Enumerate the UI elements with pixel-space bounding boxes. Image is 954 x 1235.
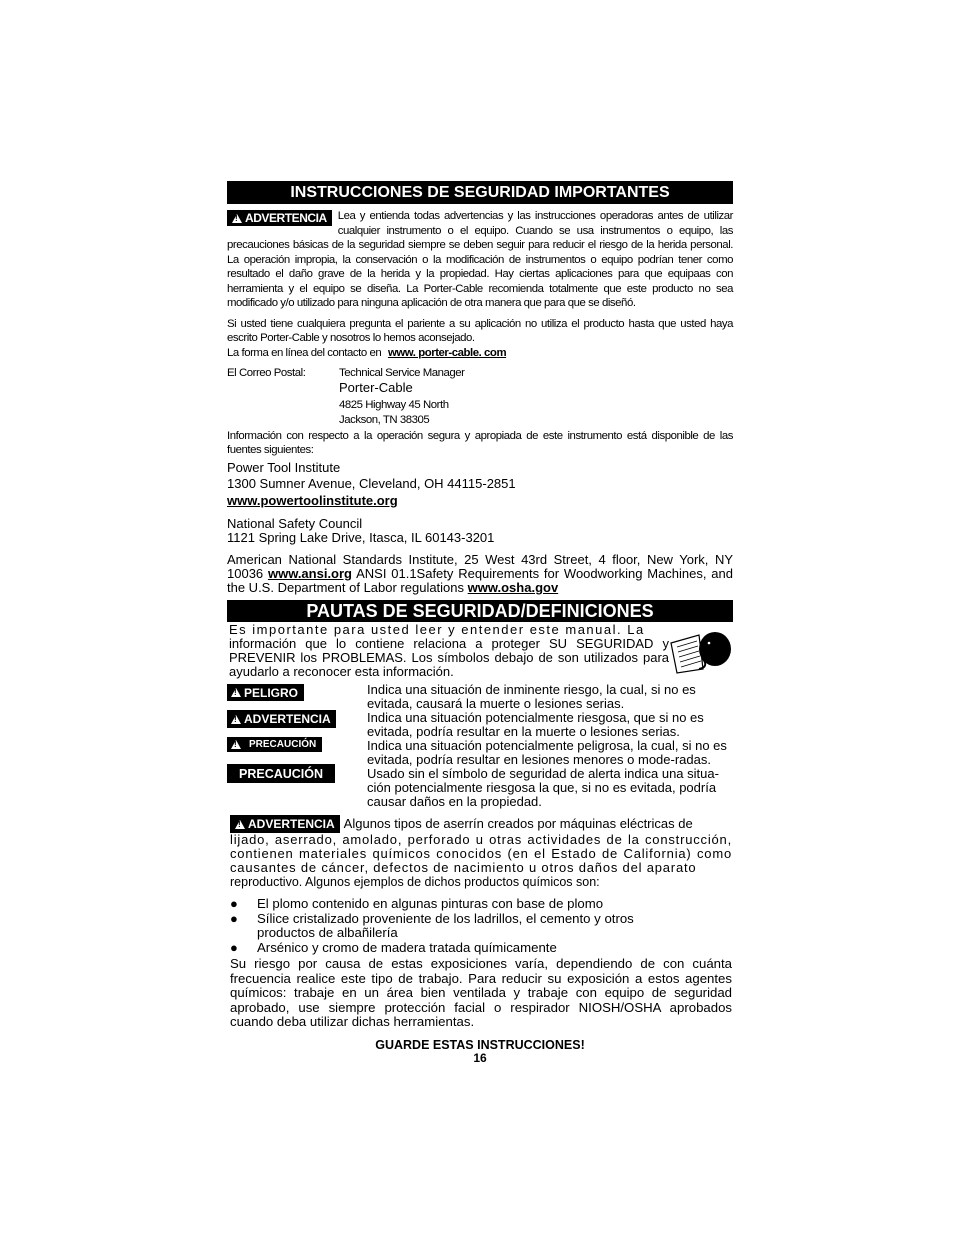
- pti-name: Power Tool Institute: [227, 459, 341, 475]
- chemical-warning-badge-label: ADVERTENCIA: [248, 817, 335, 832]
- section-title-safety-instructions: INSTRUCCIONES DE SEGURIDAD IMPORTANTES: [227, 181, 733, 204]
- question-paragraph: Si usted tiene cualquiera pregunta el pariente a su aplicación no utiliza el producto hasta que usted haya escrito Porter-Cable y nosotros lo hemos aconsejado.: [227, 317, 733, 344]
- info-paragraph: Información con respecto a la operación segura y apropiada de este instrumento está disponible de las fuentes siguientes:: [227, 429, 733, 456]
- caution-badge: [227, 764, 335, 783]
- bullet-icon: ●: [230, 896, 238, 912]
- ansi-text-2: ANSI 01.1Safety Requirements for Woodworking Machines, and the U.S. Department of Labor regulations: [227, 565, 733, 596]
- list-item-text: Arsénico y cromo de madera tratada químicamente: [257, 939, 557, 955]
- postal-line: Porter-Cable: [339, 379, 413, 395]
- ansi-link[interactable]: www.ansi.org: [267, 565, 352, 581]
- postal-line: Technical Service Manager: [339, 367, 465, 379]
- warning-triangle-icon: [235, 820, 245, 829]
- online-contact-line: [227, 346, 733, 361]
- section-title-safety-guidelines: PAUTAS DE SEGURIDAD/DEFINICIONES: [227, 600, 733, 622]
- porter-cable-link[interactable]: www. porter-cable. com: [387, 346, 507, 359]
- warning-definition-badge: [227, 710, 336, 728]
- warning-badge: [227, 210, 332, 226]
- warning-definition: Indica una situación potencialmente riesgosa, que si no es evitada, podría resultar en la muerte o lesiones serias.: [367, 710, 704, 740]
- caution-symbol-badge-label: PRECAUCIÓN: [249, 739, 317, 751]
- nsc-address: 1121 Spring Lake Drive, Itasca, IL 60143-3201: [227, 530, 495, 545]
- list-item: [230, 941, 733, 956]
- chemical-warning-badge: [230, 815, 340, 833]
- definition-badge-cell: [227, 683, 367, 711]
- postal-lines: [339, 366, 465, 428]
- pti-address: 1300 Sumner Avenue, Cleveland, OH 44115-2851: [227, 475, 516, 491]
- chemical-list: [230, 897, 733, 955]
- nsc-name: National Safety Council: [227, 515, 363, 531]
- warning-triangle-icon: [231, 740, 241, 749]
- save-instructions-title: GUARDE ESTAS INSTRUCCIONES!: [375, 1037, 585, 1052]
- list-item-text: Sílice cristalizado proveniente de los ladrillos, el cemento y otros productos de albañilería: [257, 910, 634, 941]
- warning-badge-label: ADVERTENCIA: [245, 210, 327, 225]
- danger-definition: Indica una situación de inminente riesgo, la cual, si no es evitada, causará la muerte o lesiones serias.: [367, 682, 696, 712]
- definition-badge-cell: [227, 739, 367, 767]
- intro-first-line: Es importante para usted leer y entender este manual. La: [229, 622, 645, 638]
- intro-paragraph: [229, 623, 669, 679]
- warning-triangle-icon: [231, 688, 241, 697]
- caution-badge-label: PRECAUCIÓN: [239, 766, 324, 781]
- caution-definition: Indica una situación potencialmente peligrosa, la cual, si no es evitada, podría resultar en lesiones menores o mode-radas.: [367, 738, 727, 768]
- risk-paragraph: Su riesgo por causa de estas exposiciones varía, dependiendo de con cuánta frecuencia realice este tipo de trabajo. Para reducir su exposición a estos agentes químicos: trabaje en un área bien ventilada y trabaje con equipo de seguridad aprobado, use siempre protección facial o respirador NIOSH/OSHA aprobados cuando deba utilizar dichas herramientas.: [230, 956, 732, 1030]
- osha-link[interactable]: www.osha.gov: [467, 580, 559, 596]
- danger-badge: [227, 684, 304, 701]
- definition-badge-cell: [227, 767, 367, 809]
- pti-link[interactable]: www.powertoolinstitute.org: [227, 492, 398, 508]
- postal-address: [227, 366, 733, 428]
- online-contact-label: La forma en línea del contacto en: [227, 346, 382, 359]
- postal-label: El Correo Postal:: [227, 367, 306, 379]
- list-item: [230, 912, 733, 941]
- warning-definition-badge-label: ADVERTENCIA: [244, 712, 331, 727]
- danger-badge-label: PELIGRO: [244, 685, 299, 700]
- manual-page: [227, 181, 733, 1065]
- chemical-warning-middle: lijado, aserrado, amolado, perforado u otras actividades de la construcción, contienen materiales químicos conocidos (en el Estado de California) como causantes de cáncer, defectos de nacimiento u otros daños del aparato: [230, 832, 732, 876]
- chemical-warning-first: Algunos tipos de aserrín creados por máquinas eléctricas de: [343, 816, 693, 832]
- postal-line: Jackson, TN 38305: [339, 414, 430, 426]
- list-item: [230, 897, 733, 912]
- postal-line: 4825 Highway 45 North: [339, 398, 449, 411]
- definitions-list: [227, 683, 733, 809]
- chemical-warning-paragraph: [230, 817, 732, 889]
- chemical-warning-last: reproductivo. Algunos ejemplos de dichos productos químicos son:: [230, 875, 600, 890]
- warning-paragraph: [227, 209, 733, 311]
- bullet-icon: ●: [230, 910, 238, 926]
- caution-property-definition: Usado sin el símbolo de seguridad de alerta indica una situa-ción potencialmente riesgosa la que, si no es evitada, podría causar daños en la propiedad.: [367, 766, 719, 810]
- caution-symbol-badge: [227, 737, 322, 752]
- reading-person-icon: [669, 629, 733, 675]
- guidelines-intro: [227, 623, 733, 679]
- bullet-icon: ●: [230, 939, 238, 955]
- list-item-text: El plomo contenido en algunas pinturas con base de plomo: [257, 896, 604, 912]
- intro-rest: información que lo contiene relaciona a proteger SU SEGURIDAD y PREVENIR los PROBLEMAS. Los símbolos debajo de son utilizados para ayudarlo a reconocer esta información.: [229, 636, 669, 680]
- warning-triangle-icon: [231, 715, 241, 724]
- definition-badge-cell: [227, 711, 367, 739]
- ansi-paragraph: [227, 553, 733, 596]
- page-number: 16: [473, 1050, 487, 1065]
- warning-triangle-icon: [232, 214, 242, 223]
- warning-text: Lea y entienda todas advertencias y las instrucciones operadoras antes de utilizar cualquier instrumento o el equipo. Cuando se usa instrumentos o equipo, las precauciones básicas de la seguridad siempre se deben seguir para reducir el riesgo de la herida personal. La operación impropia, la conservación o la modificación de instrumentos o equipo podrían tener como resultado el daño grave de la herida y la propiedad. Hay ciertas aplicaciones para que equipaas con herramienta y el equipo se diseña. La Porter-Cable recomienda totalmente que este producto no sea modificado y/o utilizado para ninguna aplicación de otra manera que para que se diseñó.: [227, 210, 733, 309]
- ansi-text: American National Standards Institute, 25 West 43rd Street, 4 floor, New York, NY 10036: [227, 551, 733, 581]
